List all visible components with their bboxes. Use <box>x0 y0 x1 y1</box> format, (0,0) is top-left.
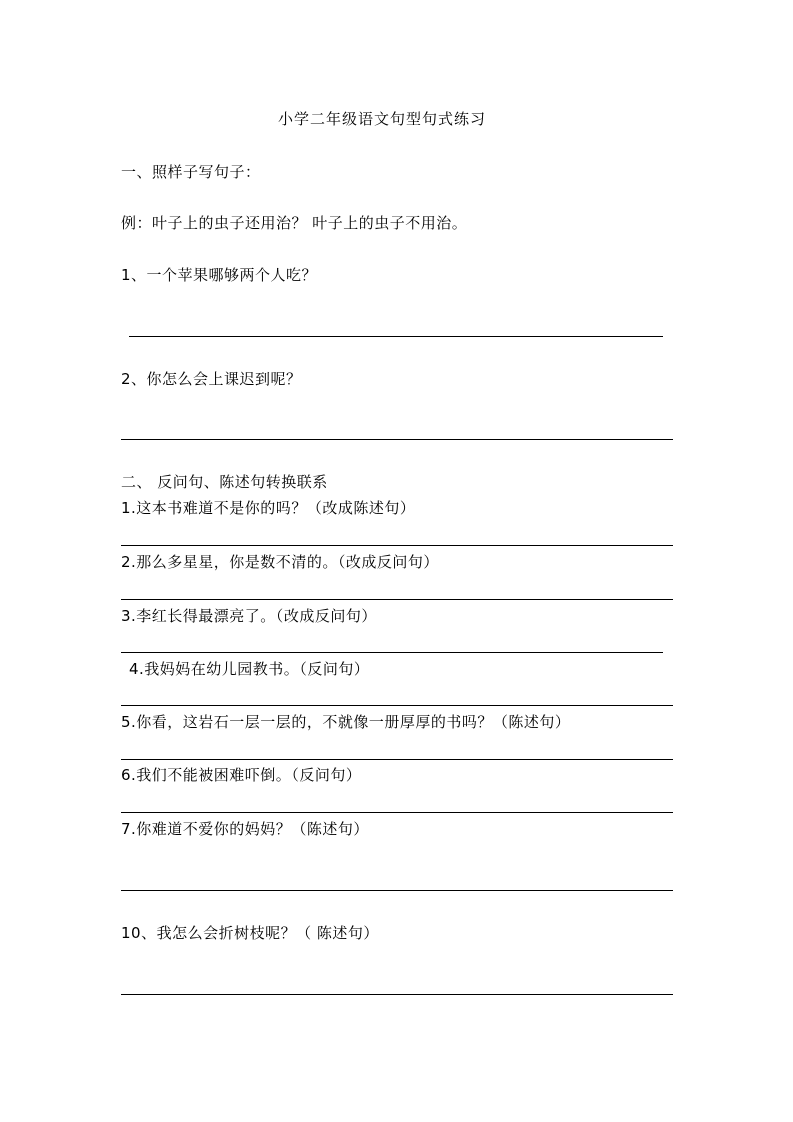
answer-line[interactable] <box>121 994 673 995</box>
conversion-item-2: 2.那么多星星，你是数不清的。（改成反问句） <box>121 553 439 571</box>
conversion-item-5: 5.你看，这岩石一层一层的，不就像一册厚厚的书吗？（陈述句） <box>121 713 571 731</box>
answer-line[interactable] <box>121 759 673 760</box>
question-1: 1、一个苹果哪够两个人吃？ <box>121 266 318 284</box>
conversion-item-4: 4.我妈妈在幼儿园教书。（反问句） <box>129 660 370 678</box>
conversion-item-6: 6.我们不能被困难吓倒。（反问句） <box>121 766 362 784</box>
answer-line[interactable] <box>121 652 663 653</box>
conversion-item-1: 1.这本书难道不是你的吗？（改成陈述句） <box>121 499 416 517</box>
answer-line[interactable] <box>121 545 673 546</box>
answer-line[interactable] <box>121 705 673 706</box>
conversion-item-3: 3.李红长得最漂亮了。（改成反问句） <box>121 607 377 625</box>
question-2: 2、你怎么会上课迟到呢？ <box>121 370 302 388</box>
answer-line[interactable] <box>121 439 673 440</box>
answer-line[interactable] <box>121 812 673 813</box>
example-sentence: 例：叶子上的虫子还用治？ 叶子上的虫子不用治。 <box>121 214 468 232</box>
section1-heading: 一、照样子写句子： <box>121 163 261 181</box>
conversion-item-10: 10、我怎么会折树枝呢？（ 陈述句） <box>121 924 379 942</box>
answer-line[interactable] <box>121 599 673 600</box>
section2-heading: 二、 反问句、陈述句转换联系 <box>121 473 328 491</box>
answer-line[interactable] <box>129 336 663 337</box>
conversion-item-7: 7.你难道不爱你的妈妈？（陈述句） <box>121 820 369 838</box>
answer-line[interactable] <box>121 890 673 891</box>
page-title: 小学二年级语文句型句式练习 <box>278 110 487 128</box>
